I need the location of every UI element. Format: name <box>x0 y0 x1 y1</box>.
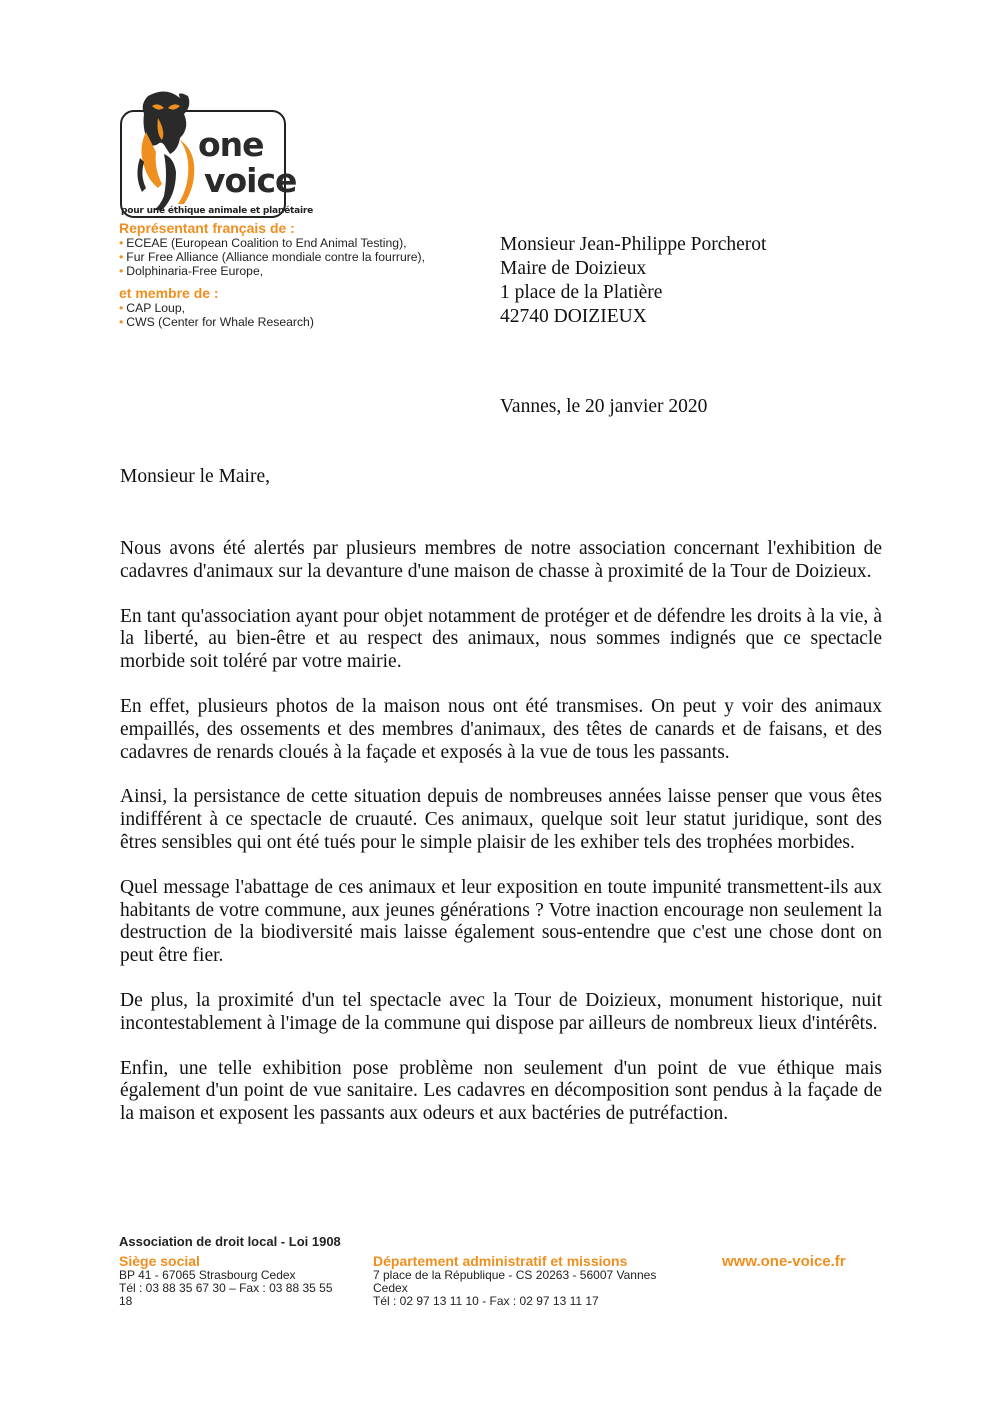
siege-heading: Siège social <box>119 1253 200 1269</box>
logo-text-voice: voice <box>204 161 297 200</box>
departement-line: Tél : 02 97 13 11 10 - Fax : 02 97 13 11 17 <box>373 1294 599 1308</box>
departement-heading: Département administratif et missions <box>373 1253 628 1269</box>
member-list <box>119 301 425 329</box>
salutation: Monsieur le Maire, <box>120 466 271 487</box>
list-item: • Fur Free Alliance (Alliance mondiale contre la fourrure), <box>119 250 426 264</box>
logo-tagline: pour une éthique animale et planétaire <box>121 206 314 216</box>
siege-line: Tél : 03 88 35 67 30 – Fax : 03 88 35 55 <box>119 1281 333 1295</box>
paragraph: Quel message l'abattage de ces animaux et leur exposition en toute impunité transmettent-ils aux habitants de votre commune, aux jeunes générations ? Votre inaction encourage non seulement la destruction de la biodiversité mais laisse également sous-entendre que c'est une chose dont on peut être fier. <box>120 876 882 967</box>
logo-text-one: one <box>198 125 264 164</box>
dateline: Vannes, le 20 janvier 2020 <box>500 396 708 417</box>
letter-footer <box>119 1234 879 1308</box>
paragraph: De plus, la proximité d'un tel spectacle avec la Tour de Doizieux, monument historique, nuit incontestablement à l'image de la commune qui dispose par ailleurs de nombreux lieux d'intérêts. <box>120 989 882 1034</box>
paragraph: En effet, plusieurs photos de la maison nous ont été transmises. On peut y voir des animaux empaillés, des ossements et des membres d'animaux, des têtes de canards et de faisans, et des cadavres de renards cloués à la façade et exposés à la vue de tous les passants. <box>120 695 882 763</box>
bullet-icon: • <box>119 236 124 250</box>
recipient-city: 42740 DOIZIEUX <box>500 306 647 327</box>
siege-line: 18 <box>119 1294 133 1308</box>
footer-departement <box>373 1254 693 1308</box>
membership-heading-member: et membre de : <box>119 285 219 301</box>
membership-block <box>119 221 425 329</box>
recipient-name: Monsieur Jean-Philippe Porcherot <box>500 234 767 255</box>
bullet-icon: • <box>119 250 124 264</box>
recipient-title: Maire de Doizieux <box>500 258 647 279</box>
website-link[interactable]: www.one-voice.fr <box>722 1253 846 1270</box>
footer-website <box>722 1254 846 1269</box>
list-item: • Dolphinaria-Free Europe, <box>119 264 264 278</box>
one-voice-logo <box>118 88 297 218</box>
siege-line: BP 41 - 67065 Strasbourg Cedex <box>119 1268 296 1282</box>
bullet-icon: • <box>119 315 124 329</box>
bullet-icon: • <box>119 264 124 278</box>
list-item: • CAP Loup, <box>119 301 186 315</box>
recipient-address <box>500 233 766 329</box>
membership-heading-representative: Représentant français de : <box>119 220 295 236</box>
paragraph: En tant qu'association ayant pour objet notamment de protéger et de défendre les droits à la vie, à la liberté, au bien-être et au respect des animaux, nous sommes indignés que ce spectacle morbide soit toléré par votre mairie. <box>120 605 882 673</box>
letter-body <box>120 538 882 1148</box>
bullet-icon: • <box>119 301 124 315</box>
association-status: Association de droit local - Loi 1908 <box>119 1234 341 1249</box>
list-item: • CWS (Center for Whale Research) <box>119 315 314 329</box>
departement-line: 7 place de la République - CS 20263 - 56007 Vannes <box>373 1268 657 1282</box>
list-item: • ECEAE (European Coalition to End Animal Testing), <box>119 236 407 250</box>
paragraph: Ainsi, la persistance de cette situation depuis de nombreuses années laisse penser que vous êtes indifférent à ce spectacle de cruauté. Ces animaux, quelque soit leur statut juridique, sont des êtres sensibles qui ont été tués pour le simple plaisir de les exhiber tels des trophées morbides. <box>120 786 882 853</box>
footer-siege <box>119 1254 367 1308</box>
departement-line: Cedex <box>373 1281 408 1295</box>
paragraph: Enfin, une telle exhibition pose problème non seulement d'un point de vue éthique mais également d'un point de vue sanitaire. Les cadavres en décomposition sont pendus à la façade de la maison et exposent les passants aux odeurs et aux bactéries de putréfaction. <box>120 1057 882 1125</box>
representative-list <box>119 236 425 278</box>
recipient-street: 1 place de la Platière <box>500 282 663 303</box>
paragraph: Nous avons été alertés par plusieurs membres de notre association concernant l'exhibition de cadavres d'animaux sur la devanture d'une maison de chasse à proximité de la Tour de Doizieux. <box>120 538 882 582</box>
